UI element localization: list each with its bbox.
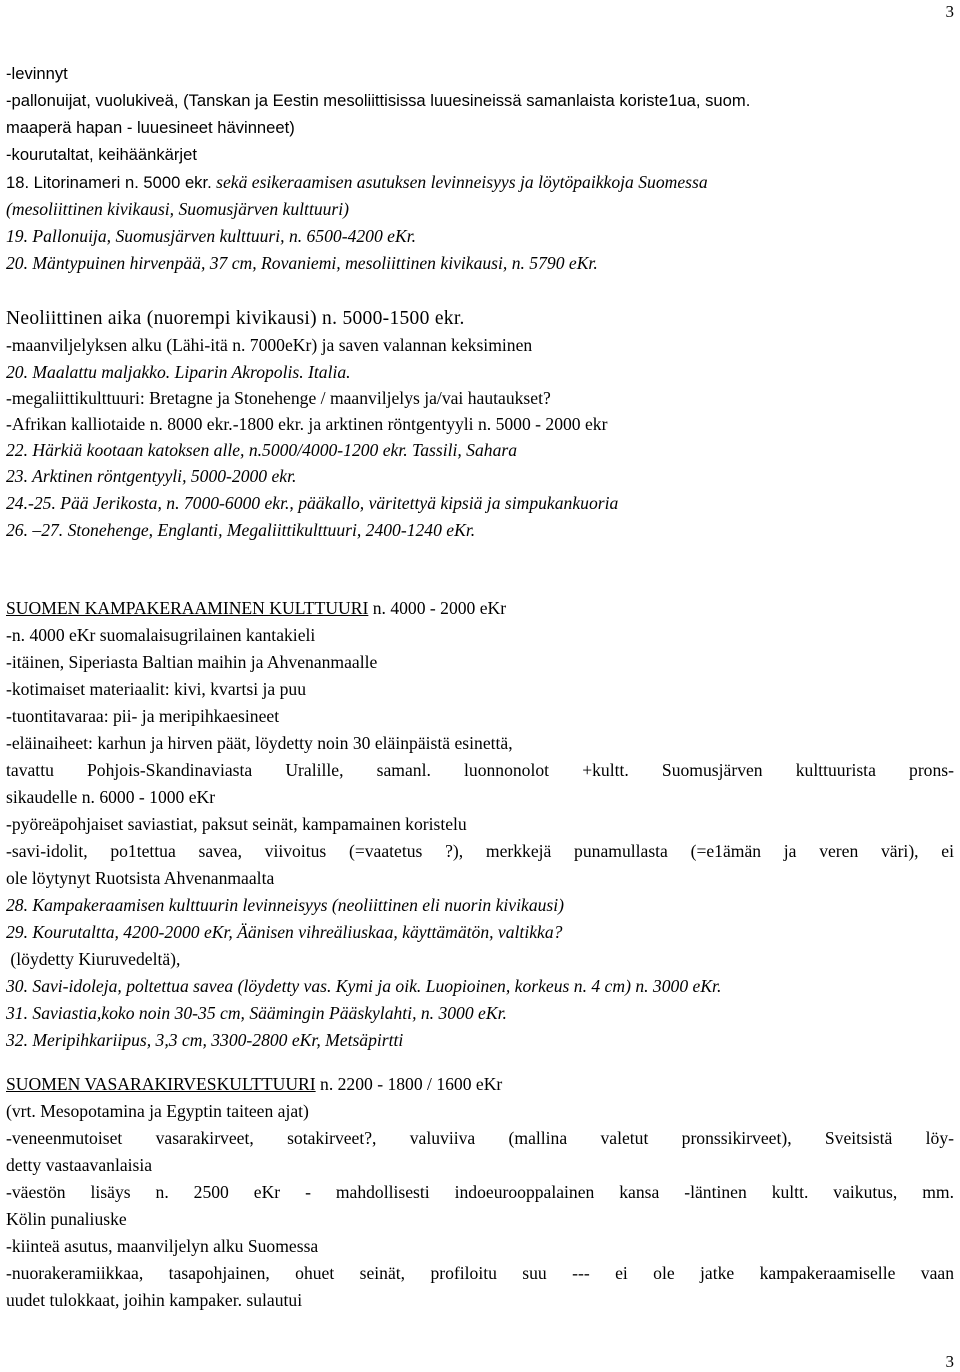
caption-line: 32. Meripihkariipus, 3,3 cm, 3300-2800 eKr, Metsäpirtti <box>6 1030 404 1050</box>
text-line: -väestön lisäys n. 2500 eKr - mahdollisesti indoeurooppalainen kansa -läntinen kultt. vaikutus, mm. <box>6 1182 954 1202</box>
caption-line: 22. Härkiä kootaan katoksen alle, n.5000/4000-1200 ekr. Tassili, Sahara <box>6 440 518 460</box>
text-line: -levinnyt <box>6 64 68 83</box>
caption-line: 19. Pallonuija, Suomusjärven kulttuuri, n. 6500-4200 eKr. <box>6 226 417 246</box>
text-line: -maanviljelyksen alku (Lähi-itä n. 7000eKr) ja saven valannan keksiminen <box>6 335 533 355</box>
heading-title: SUOMEN KAMPAKERAAMINEN KULTTUURI <box>6 598 369 618</box>
caption-line: 20. Mäntypuinen hirvenpää, 37 cm, Rovaniemi, mesoliittinen kivikausi, n. 5790 eKr. <box>6 253 598 273</box>
text-line: -veneenmutoiset vasarakirveet, sotakirveet?, valuviiva (mallina valetut pronssikirveet), Sveitsistä löy- <box>6 1128 954 1148</box>
text-line: -kourutaltat, keihäänkärjet <box>6 145 197 164</box>
text-line: uudet tulokkaat, joihin kampaker. sulautui <box>6 1290 303 1310</box>
section-heading-kampakeraaminen <box>6 596 954 620</box>
text-line: -Afrikan kalliotaide n. 8000 ekr.-1800 ekr. ja arktinen röntgentyyli n. 5000 - 2000 ekr <box>6 414 608 434</box>
page-number-top: 3 <box>945 2 954 21</box>
page-number-bottom: 3 <box>945 1352 954 1371</box>
text-line: -eläinaiheet: karhun ja hirven päät, löydetty noin 30 eläinpäistä esinettä, <box>6 733 513 753</box>
text-line: -n. 4000 eKr suomalaisugrilainen kantakieli <box>6 625 316 645</box>
text-span: 18. Litorinameri n. 5000 ekr. <box>6 173 212 192</box>
caption-line: 26. –27. Stonehenge, Englanti, Megaliittikulttuuri, 2400-1240 eKr. <box>6 520 476 540</box>
caption-line: 31. Saviastia,koko noin 30-35 cm, Säämingin Pääskylahti, n. 3000 eKr. <box>6 1003 507 1023</box>
text-line: -megaliittikulttuuri: Bretagne ja Stonehenge / maanviljelys ja/vai hautaukset? <box>6 388 551 408</box>
text-line <box>6 170 954 194</box>
text-span: sekä esikeraamisen asutuksen levinneisyys ja löytöpaikkoja Suomessa <box>211 172 708 192</box>
caption-line: 30. Savi-idoleja, poltettua savea (löydetty vas. Kymi ja oik. Luopioinen, korkeus n. 4 cm) n. 3000 eKr. <box>6 976 722 996</box>
caption-line: 20. Maalattu maljakko. Liparin Akropolis. Italia. <box>6 362 351 382</box>
text-line: (vrt. Mesopotamina ja Egyptin taiteen ajat) <box>6 1101 309 1121</box>
caption-line: 28. Kampakeraamisen kulttuurin levinneisyys (neoliittinen eli nuorin kivikausi) <box>6 895 565 915</box>
heading-suffix: n. 4000 - 2000 eKr <box>368 598 507 618</box>
text-line: maaperä hapan - luuesineet hävinneet) <box>6 118 295 137</box>
caption-line: 24.-25. Pää Jerikosta, n. 7000-6000 ekr., pääkallo, väritettyä kipsiä ja simpukankuoria <box>6 493 619 513</box>
text-line: -kotimaiset materiaalit: kivi, kvartsi ja puu <box>6 679 306 699</box>
text-line: -tuontitavaraa: pii- ja meripihkaesineet <box>6 706 280 726</box>
text-line: -pyöreäpohjaiset saviastiat, paksut seinät, kampamainen koristelu <box>6 814 467 834</box>
text-line: detty vastaavanlaisia <box>6 1155 153 1175</box>
section-heading-neolithic: Neoliittinen aika (nuorempi kivikausi) n. 5000-1500 ekr. <box>6 308 465 329</box>
section-heading-vasarakirves <box>6 1072 954 1096</box>
text-line: Kölin punaliuske <box>6 1209 127 1229</box>
heading-suffix: n. 2200 - 1800 / 1600 eKr <box>315 1074 503 1094</box>
caption-line: (mesoliittinen kivikausi, Suomusjärven kulttuuri) <box>6 199 350 219</box>
text-line: ole löytynyt Ruotsista Ahvenanmaalta <box>6 868 275 888</box>
text-line: -itäinen, Siperiasta Baltian maihin ja Ahvenanmaalle <box>6 652 378 672</box>
text-line: -nuorakeramiikkaa, tasapohjainen, ohuet seinät, profiloitu suu --- ei ole jatke kampakeraamiselle vaan <box>6 1263 954 1283</box>
text-line: -kiinteä asutus, maanviljelyn alku Suomessa <box>6 1236 319 1256</box>
heading-title: SUOMEN VASARAKIRVESKULTTUURI <box>6 1074 316 1094</box>
text-line: (löydetty Kiuruvedeltä), <box>6 949 181 969</box>
caption-line: 23. Arktinen röntgentyyli, 5000-2000 ekr. <box>6 466 297 486</box>
text-line: -pallonuijat, vuolukiveä, (Tanskan ja Eestin mesoliittisissa luuesineissä samanlaista koriste1ua, suom. <box>6 91 751 110</box>
caption-line: 29. Kourutaltta, 4200-2000 eKr, Äänisen vihreäliuskaa, käyttämätön, valtikka? <box>6 922 563 942</box>
text-line: sikaudelle n. 6000 - 1000 eKr <box>6 787 216 807</box>
text-line: -savi-idolit, po1tettua savea, viivoitus (=vaatetus ?), merkkejä punamullasta (=e1ämän ja veren väri), ei <box>6 841 954 861</box>
text-line: tavattu Pohjois-Skandinaviasta Uralille, samanl. luonnonolot +kultt. Suomusjärven kulttuurista prons- <box>6 760 954 780</box>
